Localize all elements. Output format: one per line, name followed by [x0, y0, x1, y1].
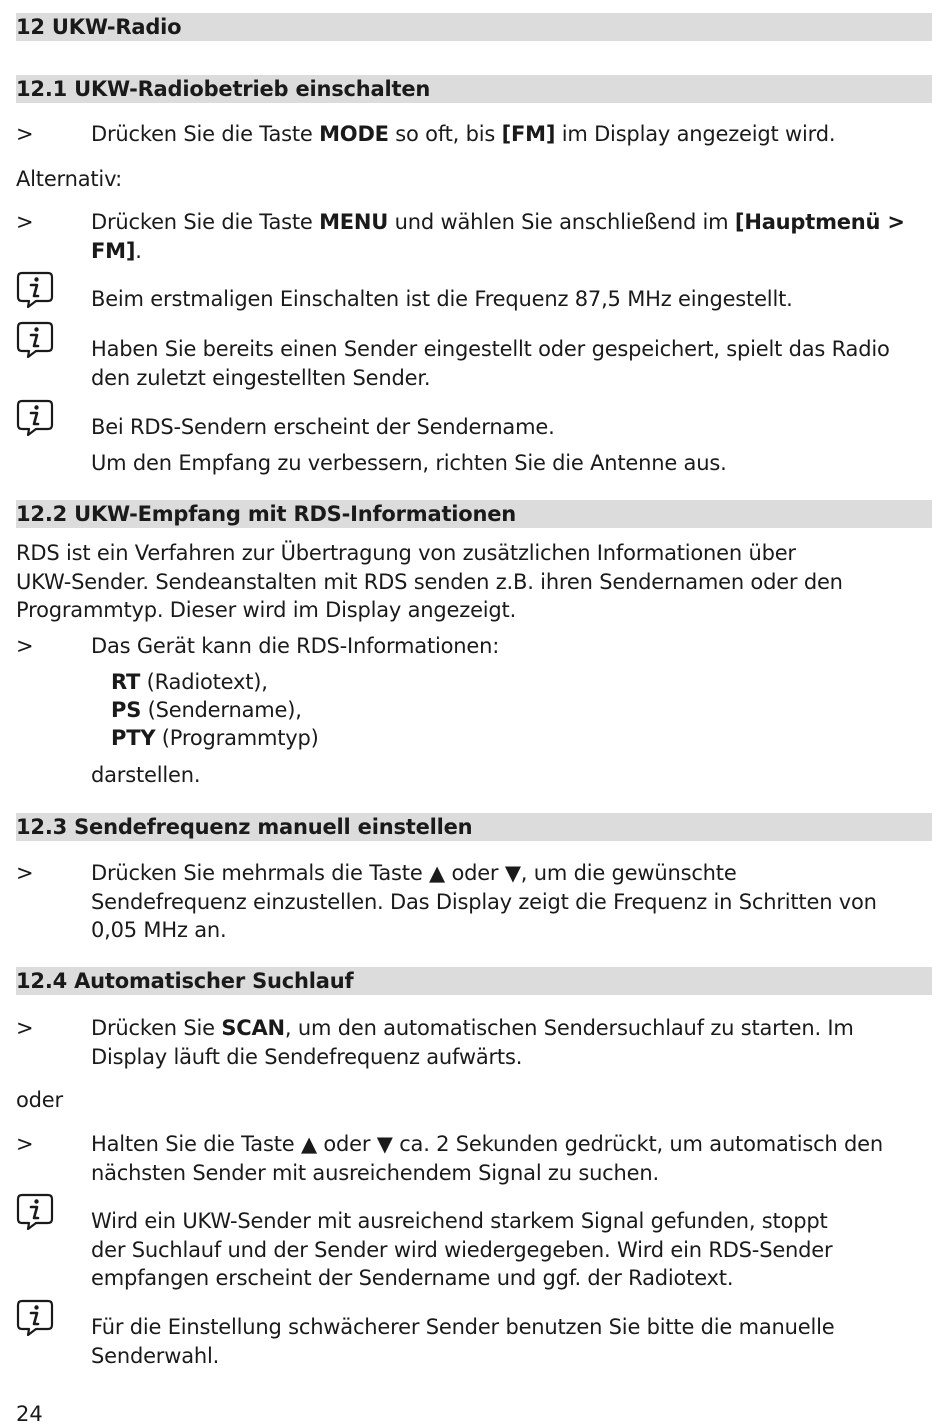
note-line: den zuletzt eingestellten Sender. [91, 365, 431, 390]
paragraph-line: UKW-Sender. Sendeanstalten mit RDS senden z.B. ihren Sendernamen oder den [16, 569, 843, 594]
step-marker: > [16, 861, 34, 885]
rds-item-ps [111, 696, 950, 725]
rds-code: PS [111, 698, 142, 722]
section-heading-12-3: 12.3 Sendefrequenz manuell einstellen [16, 813, 932, 841]
section-heading-12: 12 UKW-Radio [16, 13, 932, 41]
rds-desc: (Programmtyp) [155, 726, 319, 750]
display-fm: [FM] [501, 122, 556, 146]
step-mode-fm [91, 120, 933, 149]
paragraph-line: Programmtyp. Dieser wird im Display angezeigt. [16, 598, 517, 622]
step-line: Display läuft die Sendefrequenz aufwärts. [91, 1044, 523, 1069]
key-mode: MODE [319, 122, 389, 146]
note-last-station [91, 335, 933, 392]
step-marker: > [16, 122, 34, 146]
info-icon [16, 398, 54, 436]
note-line: Senderwahl. [91, 1343, 220, 1368]
step-marker: > [16, 1016, 34, 1040]
info-icon [16, 320, 54, 358]
info-icon [16, 270, 54, 308]
step-text: und wählen Sie anschließend im [388, 210, 735, 234]
step-text: Drücken Sie [91, 1016, 222, 1040]
step-text: Drücken Sie die Taste [91, 210, 320, 234]
rds-code: RT [111, 670, 141, 694]
info-icon [16, 1192, 54, 1230]
oder-label: oder [16, 1088, 63, 1112]
note-line: Für die Einstellung schwächerer Sender benutzen Sie bitte die manuelle [91, 1315, 835, 1339]
step-marker: > [16, 634, 34, 658]
key-scan: SCAN [221, 1016, 285, 1040]
step-line: nächsten Sender mit ausreichendem Signal zu suchen. [91, 1160, 659, 1185]
rds-desc: (Sendername), [141, 698, 302, 722]
rds-code: PTY [111, 726, 156, 750]
step-text: im Display angezeigt wird. [555, 122, 836, 146]
note-line: empfangen erscheint der Sendername und ggf. der Radiotext. [91, 1266, 734, 1290]
step-line: Sendefrequenz einzustellen. Das Display zeigt die Frequenz in Schritten von [91, 889, 877, 914]
rds-end: darstellen. [91, 763, 201, 787]
menu-path-part1: [Hauptmenü > [734, 210, 905, 234]
step-marker: > [16, 1132, 34, 1156]
step-scan [91, 1014, 933, 1071]
step-menu-fm [91, 208, 933, 265]
step-text: , um den automatischen Sendersuchlauf zu starten. Im [284, 1016, 854, 1040]
key-menu: MENU [319, 210, 389, 234]
note-antenna: Um den Empfang zu verbessern, richten Sie die Antenne aus. [91, 451, 727, 475]
step-line: 0,05 MHz an. [91, 918, 227, 942]
note-line: Haben Sie bereits einen Sender eingestellt oder gespeichert, spielt das Radio [91, 337, 890, 361]
step-line: Drücken Sie mehrmals die Taste ▲ oder ▼, um die gewünschte [91, 861, 737, 885]
page-number: 24 [16, 1402, 43, 1426]
rds-item-rt [111, 668, 950, 697]
step-text: Drücken Sie die Taste [91, 122, 320, 146]
note-weak-stations [91, 1313, 933, 1370]
section-heading-12-2: 12.2 UKW-Empfang mit RDS-Informationen [16, 500, 932, 528]
paragraph-line: RDS ist ein Verfahren zur Übertragung von zusätzlichen Informationen über [16, 541, 796, 565]
note-rds-name: Bei RDS-Sendern erscheint der Sendername. [91, 415, 555, 439]
step-manual-tuning [91, 859, 933, 945]
alternative-label: Alternativ: [16, 167, 123, 191]
rds-intro-paragraph [16, 539, 916, 625]
note-line: Wird ein UKW-Sender mit ausreichend starkem Signal gefunden, stoppt [91, 1209, 828, 1233]
note-line: der Suchlauf und der Sender wird wiedergegeben. Wird ein RDS-Sender [91, 1237, 833, 1262]
section-heading-12-4: 12.4 Automatischer Suchlauf [16, 967, 932, 995]
info-icon [16, 1298, 54, 1336]
step-text: . [135, 238, 142, 263]
note-search-stops [91, 1207, 933, 1293]
step-line: Halten Sie die Taste ▲ oder ▼ ca. 2 Sekunden gedrückt, um automatisch den [91, 1132, 883, 1156]
step-marker: > [16, 210, 34, 234]
rds-item-pty [111, 724, 950, 753]
menu-path-part2: FM] [91, 238, 136, 263]
note-initial-frequency: Beim erstmaligen Einschalten ist die Frequenz 87,5 MHz eingestellt. [91, 287, 793, 311]
step-text: so oft, bis [388, 122, 502, 146]
step-rds-capabilities: Das Gerät kann die RDS-Informationen: [91, 634, 500, 658]
step-hold-arrows [91, 1130, 933, 1187]
section-heading-12-1: 12.1 UKW-Radiobetrieb einschalten [16, 75, 932, 103]
rds-desc: (Radiotext), [140, 670, 268, 694]
